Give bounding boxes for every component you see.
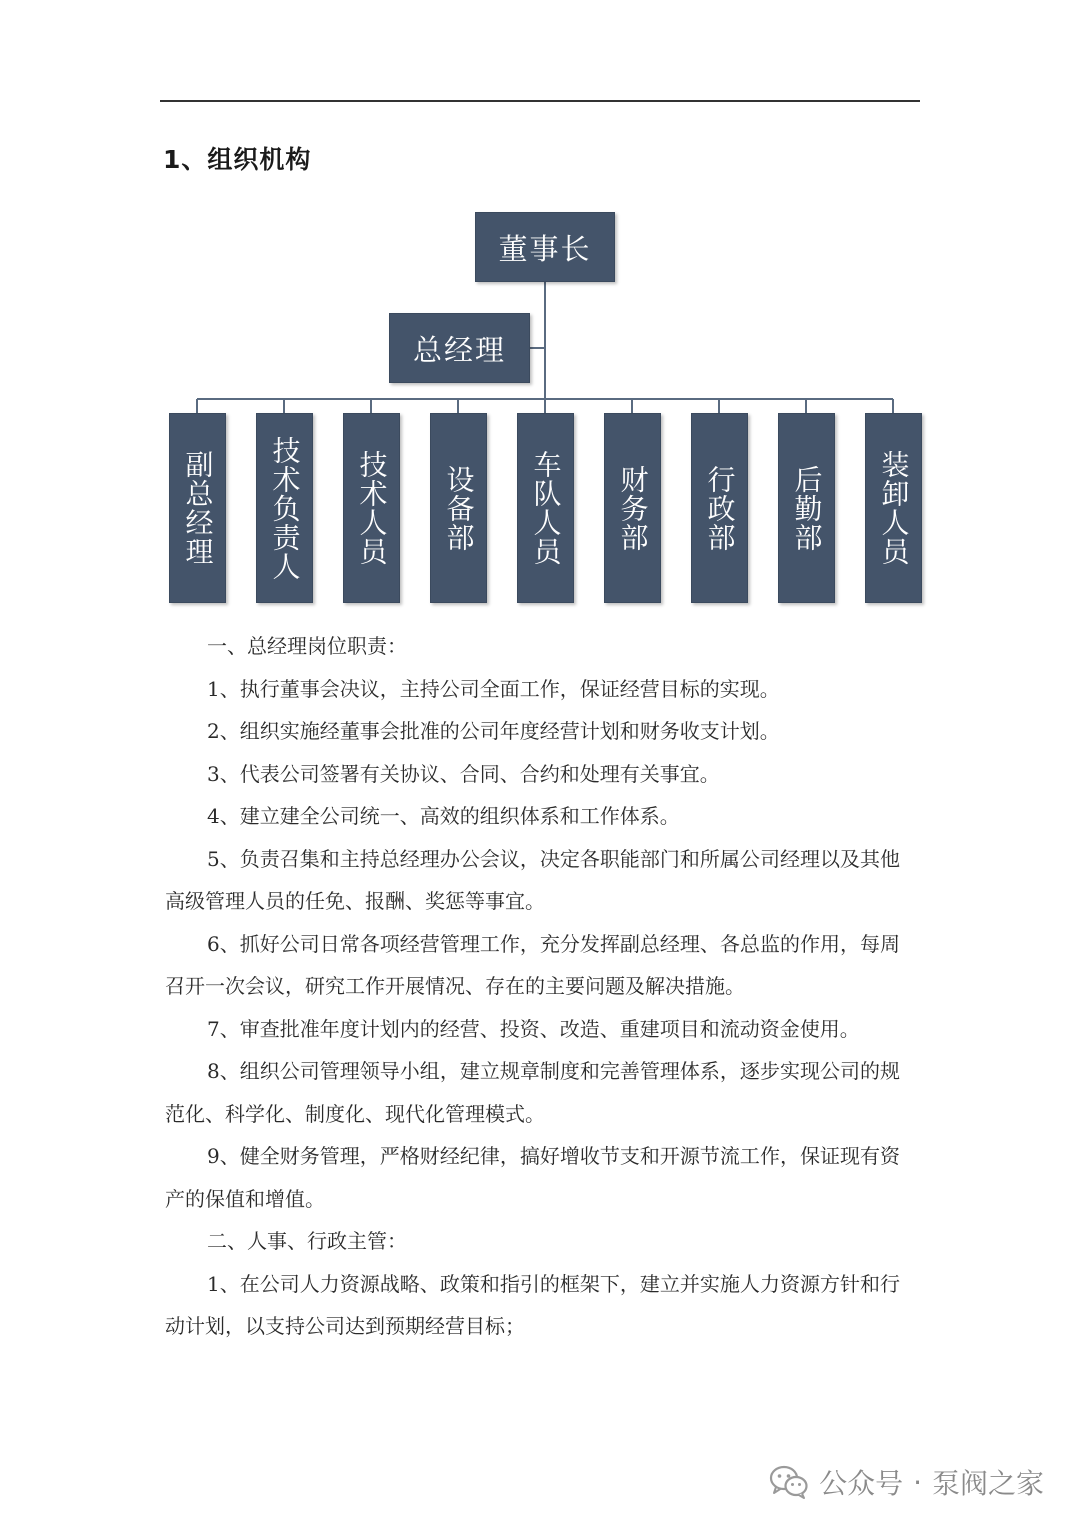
paragraph: 4、建立建全公司统一、高效的组织体系和工作体系。 xyxy=(207,804,680,828)
org-node-label: 财务部 xyxy=(616,464,650,552)
org-node-label: 设备部 xyxy=(442,464,476,552)
org-node-label: 技术人员 xyxy=(355,450,389,566)
org-node-logistics-dept xyxy=(778,413,835,603)
paragraph: 5、负责召集和主持总经理办公会议，决定各职能部门和所属公司经理以及其他高级管理人员的任免、报酬、奖惩等事宜。 xyxy=(165,846,900,913)
org-node-label: 后勤部 xyxy=(790,464,824,552)
org-node-fleet-staff xyxy=(517,413,574,603)
org-node-general-manager xyxy=(389,313,530,383)
org-node-finance-dept xyxy=(604,413,661,603)
org-node-tech-staff xyxy=(343,413,400,603)
footer-watermark xyxy=(769,1462,1044,1502)
paragraph: 8、组织公司管理领导小组，建立规章制度和完善管理体系，逐步实现公司的规范化、科学化、制度化、现代化管理模式。 xyxy=(165,1059,900,1126)
paragraph: 6、抓好公司日常各项经营管理工作，充分发挥副总经理、各总监的作用，每周召开一次会议，研究工作开展情况、存在的主要问题及解决措施。 xyxy=(165,931,900,998)
footer-platform: 公众号 xyxy=(819,1467,904,1500)
org-node-label: 技术负责人 xyxy=(268,435,302,581)
paragraph: 2、组织实施经董事会批准的公司年度经营计划和财务收支计划。 xyxy=(207,719,780,743)
heading-hr-admin: 二、人事、行政主管： xyxy=(207,1229,407,1253)
paragraph: 9、健全财务管理，严格财经纪律，搞好增收节支和开源节流工作，保证现有资产的保值和增值。 xyxy=(165,1144,900,1211)
paragraph: 3、代表公司签署有关协议、合同、合约和处理有关事宜。 xyxy=(207,761,720,786)
org-node-tech-lead xyxy=(256,413,313,603)
paragraph: 7、审查批准年度计划内的经营、投资、改造、重建项目和流动资金使用。 xyxy=(207,1016,860,1041)
org-node-label: 副总经理 xyxy=(181,450,215,566)
org-node-label: 行政部 xyxy=(703,464,737,552)
org-node-chairman xyxy=(475,212,615,282)
document-body xyxy=(165,625,900,1348)
paragraph: 1、执行董事会决议，主持公司全面工作，保证经营目标的实现。 xyxy=(207,676,780,701)
org-node-chairman-label: 董事长 xyxy=(498,231,592,266)
org-node-label: 车队人员 xyxy=(529,450,563,566)
wechat-icon xyxy=(769,1465,809,1499)
org-node-equipment-dept xyxy=(430,413,487,603)
header-rule xyxy=(160,100,920,102)
org-node-deputy-gm xyxy=(169,413,226,603)
org-node-admin-dept xyxy=(691,413,748,603)
section-title: 1、组织机构 xyxy=(163,145,312,174)
footer-account: 泵阀之家 xyxy=(931,1467,1044,1500)
heading-gm-duties: 一、总经理岗位职责： xyxy=(207,634,407,658)
org-node-general-manager-label: 总经理 xyxy=(412,332,506,367)
org-node-label: 装卸人员 xyxy=(877,450,911,566)
footer-separator: · xyxy=(913,1465,922,1499)
org-node-loading-staff xyxy=(865,413,922,603)
paragraph: 1、在公司人力资源战略、政策和指引的框架下，建立并实施人力资源方针和行动计划，以支持公司达到预期经营目标； xyxy=(165,1271,900,1338)
